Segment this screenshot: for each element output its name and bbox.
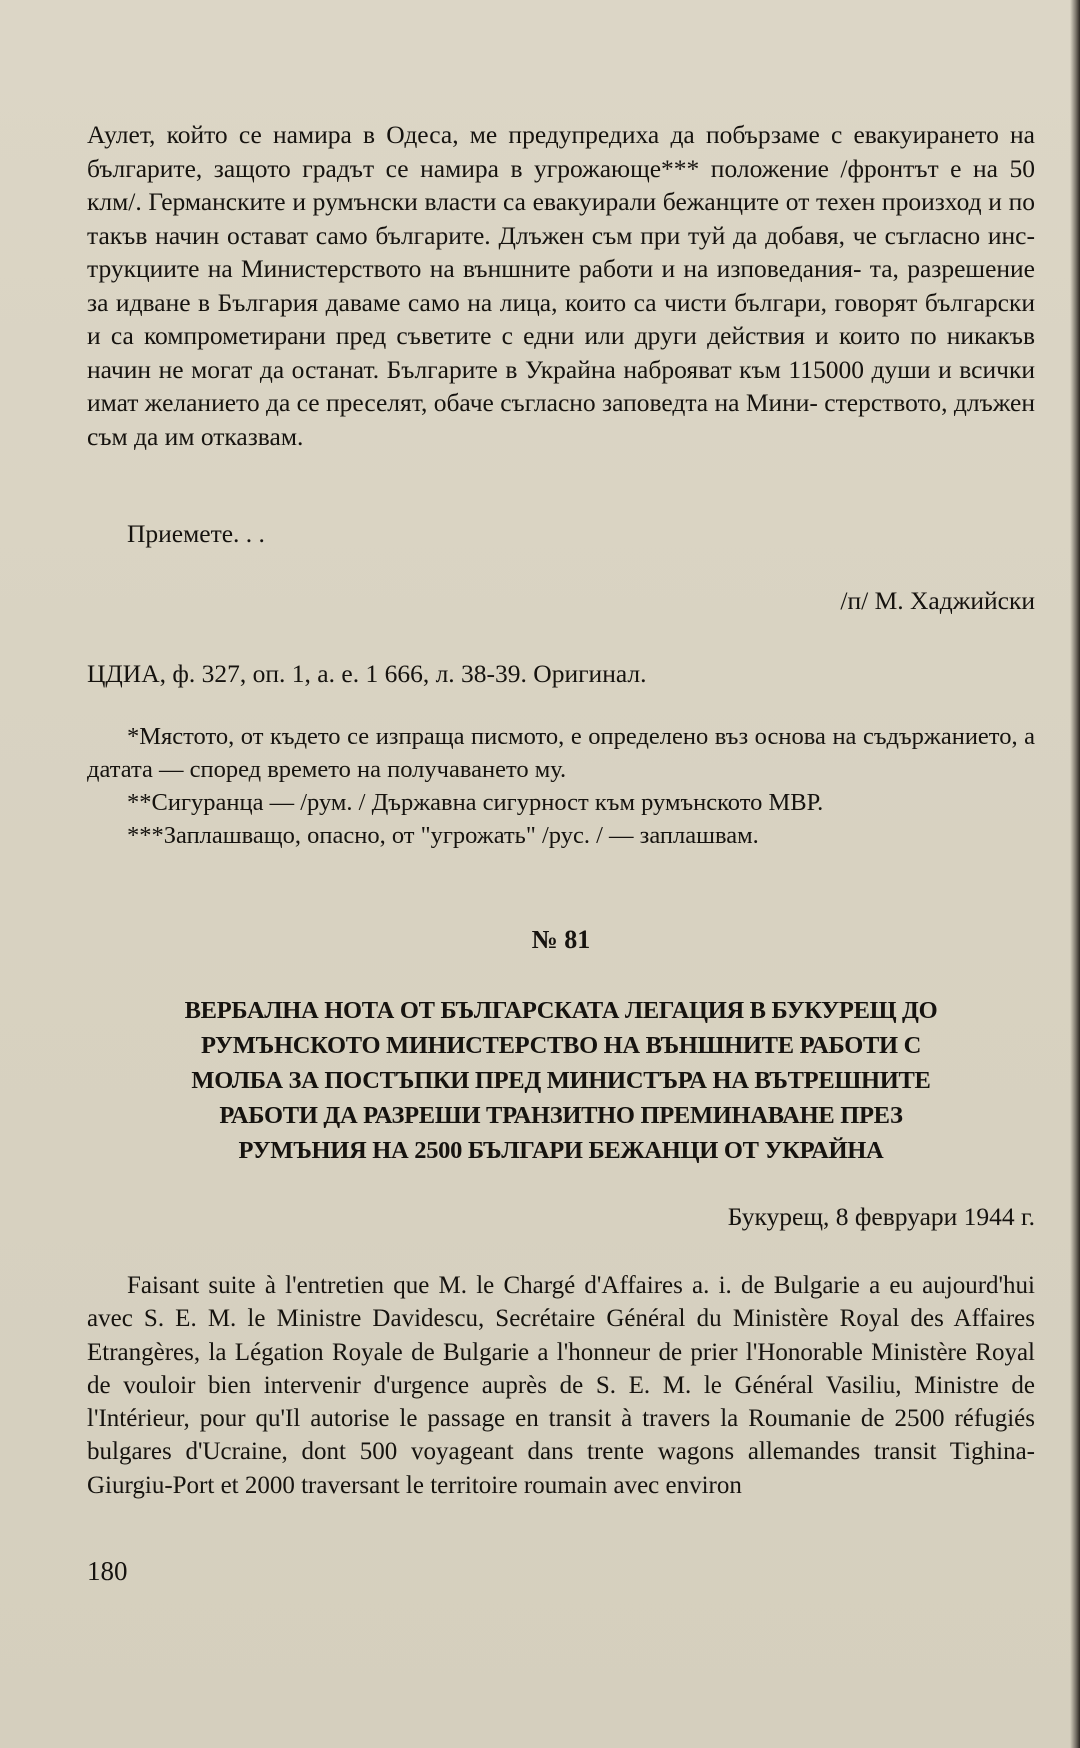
signature: /п/ М. Хаджийски: [840, 586, 1035, 615]
document-heading: [87, 993, 1035, 1168]
footnote: ***Заплашващо, опасно, от "угрожать" /рус. / — заплашвам.: [127, 822, 759, 849]
french-paragraph: Faisant suite à l'entretien que M. le Chargé d'Affaires a. i. de Bulgarie a eu aujourd'hui avec S. E. M. le Ministre Davidescu, Secrétaire Général du Ministère Royal des Affaires Etrangères, la Légation Royale de Bulgarie a l'honneur de prier l'Honorable Ministère Royal de vouloir bien intervenir d'urgence auprès de S. E. M. le Général Vasiliu, Ministre de l'Intérieur, pour qu'Il autorise le passage en transit à travers la Roumanie de 2500 réfugiés bulgares d'Ucraine, dont 500 voyageant dans trente wagons allemandes transit Tighina-Giurgiu-Port et 2000 traversant le territoire roumain avec environ: [87, 1272, 1035, 1499]
heading-line: МОЛБА ЗА ПОСТЪПКИ ПРЕД МИНИСТЪРА НА ВЪТРЕШНИТЕ: [191, 1067, 931, 1094]
document-number: № 81: [531, 925, 591, 954]
footnote: **Сигуранца — /рум. / Държавна сигурност към румънското МВР.: [127, 789, 824, 816]
letter-closing: Приемете. . .: [127, 519, 265, 548]
book-spine-edge: [1070, 0, 1080, 1748]
letter-body: [87, 118, 1035, 453]
footnote: *Мястото, от където се изпраща писмото, е определено въз основа на съдържанието, а датата — според времето на получаването му.: [87, 723, 1035, 783]
archive-reference: ЦДИА, ф. 327, оп. 1, а. е. 1 666, л. 38-39. Оригинал.: [87, 659, 647, 688]
heading-line: РУМЪНСКОТО МИНИСТЕРСТВО НА ВЪНШНИТЕ РАБОТИ С: [200, 1032, 922, 1059]
page-number: 180: [87, 1556, 128, 1586]
french-note-body: [87, 1269, 1035, 1502]
letter-continuation-paragraph: Аулет, който се намира в Одеса, ме предупредиха да побързаме с евакуирането на българите, защото градът се намира в угрожающе*** положение /фронтът е на 50 клм/. Германските и румънски власти са евакуирали бежанците от техен произход и по такъв начин остават само българите. Длъжен съм при туй да добавя, че съгласно инс- трукциите на Министерството на външните работи и на изповедания- та, разрешение за идване в България даваме само на лица, които са чисти българи, говорят български и са компрометирани пред съветите с едни или други действия и които по никакъв начин не могат да останат. Българите в Украйна наброяват към 115000 души и всички имат желанието да се преселят, обаче съгласно заповедта на Мини- стерството, длъжен съм да им отказвам.: [87, 120, 1036, 451]
heading-line: РАБОТИ ДА РАЗРЕШИ ТРАНЗИТНО ПРЕМИНАВАНЕ ПРЕЗ: [219, 1102, 903, 1129]
dateline: Букурещ, 8 февруари 1944 г.: [727, 1202, 1035, 1231]
heading-line: ВЕРБАЛНА НОТА ОТ БЪЛГАРСКАТА ЛЕГАЦИЯ В БУКУРЕЩ ДО: [184, 997, 938, 1024]
heading-line: РУМЪНИЯ НА 2500 БЪЛГАРИ БЕЖАНЦИ ОТ УКРАЙНА: [238, 1137, 884, 1164]
footnotes: [87, 720, 1035, 852]
